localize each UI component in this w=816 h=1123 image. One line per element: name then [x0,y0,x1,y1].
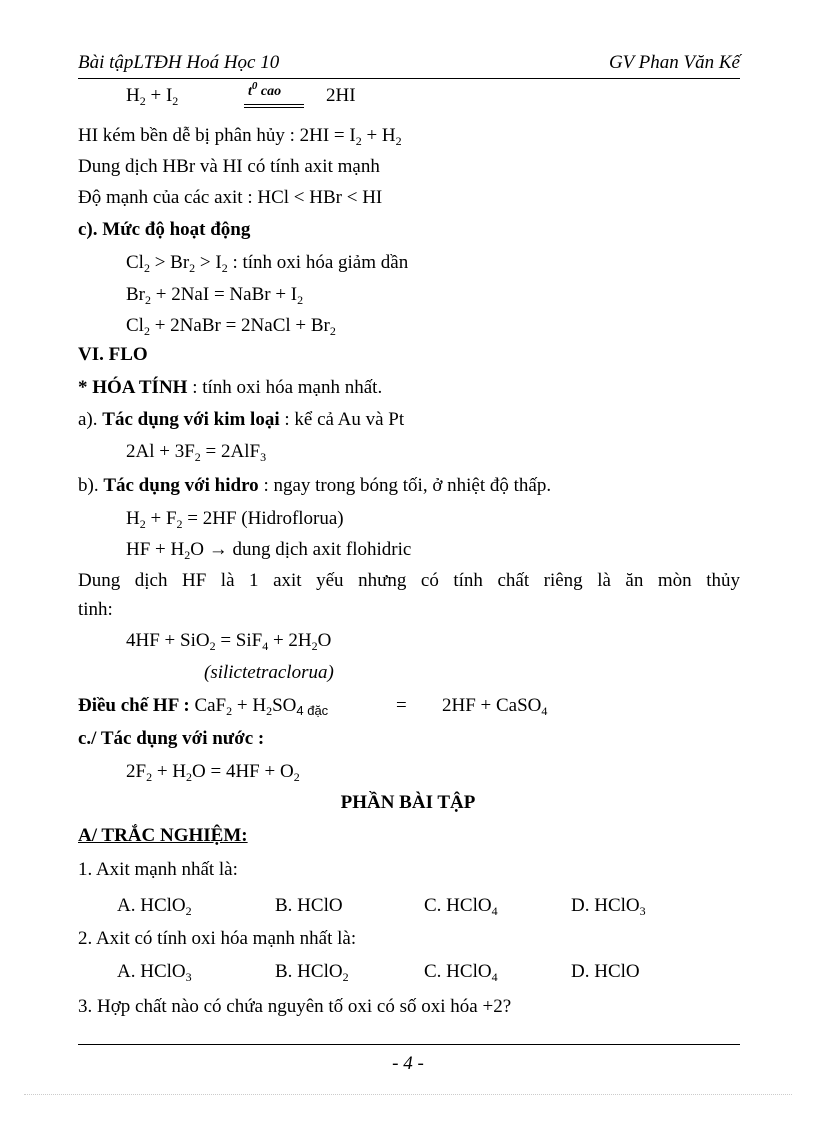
question-2: 2. Axit có tính oxi hóa mạnh nhất là: [78,928,357,949]
section-c-heading: c). Mức độ hoạt động [78,219,251,240]
reaction-h2-f2: $H_2 + F_2 = 2HF$ (Hidroflorua) [126,508,344,531]
q1-option-d: D. HClO$_3$ [571,895,646,918]
question-1: 1. Axit mạnh nhất là: [78,859,238,880]
hf-preparation-equals: = [396,695,407,716]
section-vi-heading: VI. FLO [78,344,148,365]
page-header [78,52,740,79]
hi-decomposition: HI kém bền dễ bị phân hủy : $2HI = I_2 + H_2$ [78,125,402,148]
q2-option-b: B. HClO$_2$ [275,961,349,984]
activity-order: $Cl_2 > Br_2 > I_2$ : tính oxi hóa giảm dần [126,252,409,275]
chemical-property: * HÓA TÍNH : tính oxi hóa mạnh nhất. [78,377,383,398]
reaction-condition: $t^0$ cao [248,80,282,99]
exercise-part-title: PHẦN BÀI TẬP [340,792,476,813]
sif4-name: (silictetraclorua) [204,662,334,683]
q2-option-a: A. HClO$_3$ [117,961,192,984]
footer-divider [78,1044,740,1045]
hf-description-line2: tinh: [78,599,113,620]
hf-preparation-products: 2HF + CaSO$_4$ [442,695,548,718]
q1-option-a: A. HClO$_2$ [117,895,192,918]
reaction-al-f2: $2Al + 3F_2 = 2AlF_3$ [126,441,267,464]
hbr-hi-acid: Dung dịch HBr và HI có tính axit mạnh [78,156,380,177]
q2-option-d: D. HClO [571,961,640,982]
reaction-hf-sio2: $4HF + SiO_2 = SiF_4 + 2H_2O$ [126,630,332,653]
header-right: GV Phan Văn Kế [608,52,740,73]
header-left: Bài tậpLTĐH Hoá Học 10 [78,52,280,73]
hf-description-line1: Dung dịch HF là 1 axit yếu nhưng có tính chất riêng là ăn mòn thủy [78,570,740,591]
multiple-choice-heading: A/ TRẮC NGHIỆM: [78,825,248,846]
section-b-hydrogen: b). Tác dụng với hidro : ngay trong bóng tối, ở nhiệt độ thấp. [78,475,552,496]
page-bottom-dots [24,1094,792,1095]
question-3: 3. Hợp chất nào có chứa nguyên tố oxi có số oxi hóa +2? [78,996,512,1017]
section-c-water: c./ Tác dụng với nước : [78,728,265,749]
page-number: - 4 - [392,1053,424,1074]
section-a-metals: a). Tác dụng với kim loại : kể cả Au và Pt [78,409,405,430]
reaction-arrow [244,104,304,108]
q2-option-c: C. HClO$_4$ [424,961,498,984]
q1-option-b: B. HClO [275,895,343,916]
hf-preparation: Điều chế HF : $CaF_2 + H_2SO_{4 đặc}$ [78,695,329,718]
reaction-hf-water: HF + $H_2O$ → dung dịch axit flohidric [126,539,412,562]
acid-strength-order: Độ mạnh của các axit : HCl < HBr < HI [78,187,383,208]
reaction-f2-water: $2F_2 + H_2O = 4HF + O_2$ [126,761,300,784]
reaction-br2-nai: $Br_2 + 2NaI$ = NaBr + $I_2$ [126,284,304,307]
reaction-cl2-nabr: $Cl_2$ + 2NaBr = 2NaCl + $Br_2$ [126,315,336,338]
q1-option-c: C. HClO$_4$ [424,895,498,918]
reaction-product: 2HI [326,85,356,106]
reaction-h2-i2: $H_2 + I_2$ [126,85,179,108]
